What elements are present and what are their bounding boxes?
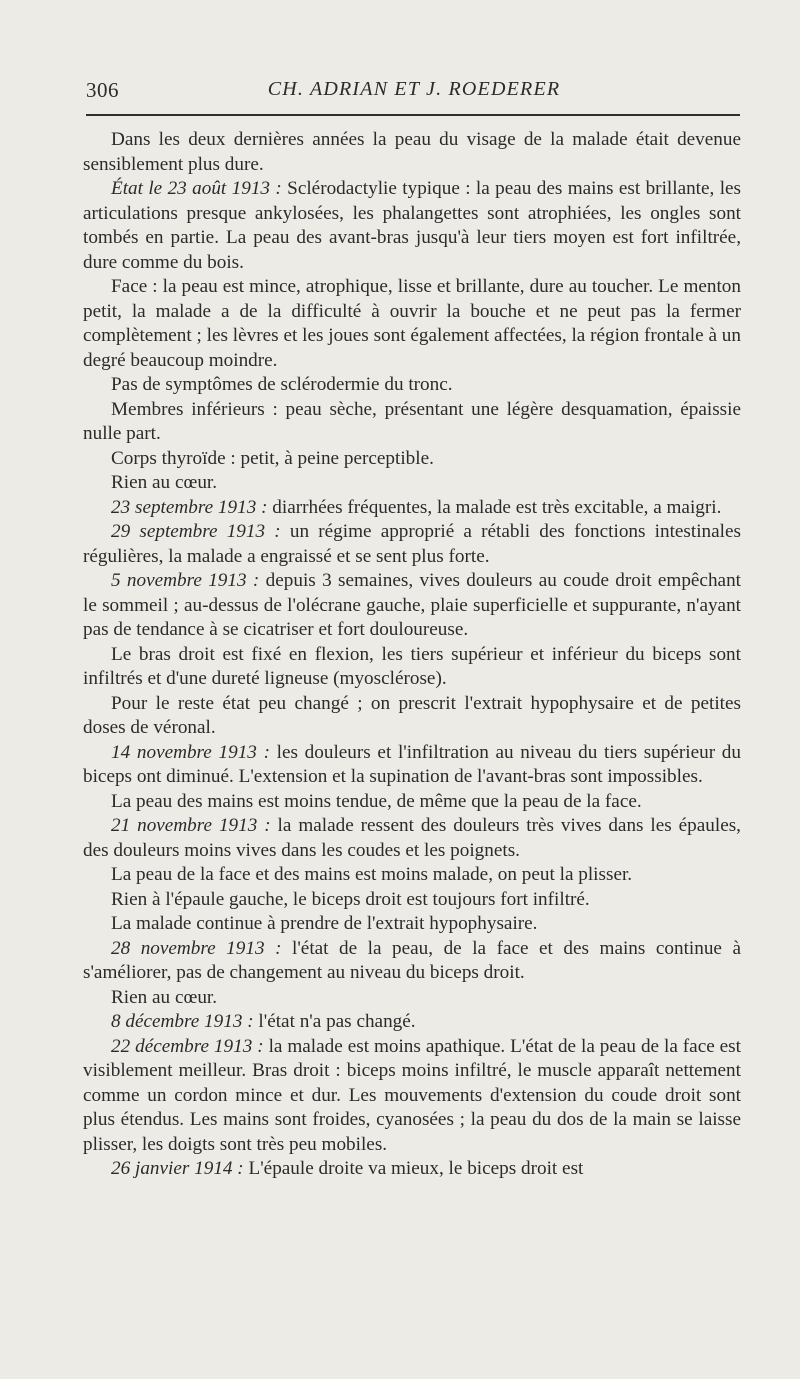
paragraph [83,888,741,913]
paragraph-text: Rien au cœur. [111,472,218,493]
paragraph [83,986,741,1011]
paragraph-text: Corps thyroïde : petit, à peine perceptible. [111,447,434,469]
entry-date: 28 novembre 1913 : [111,937,282,959]
paragraph [83,177,741,275]
paragraph [83,496,741,521]
paragraph [83,937,741,986]
paragraph [83,520,741,569]
paragraph [83,1010,741,1035]
entry-date: 14 novembre 1913 : [111,741,270,763]
paragraph-text: La peau de la face et des mains est moins malade, on peut la plisser. [111,864,633,885]
paragraph [83,569,741,643]
entry-date: 5 novembre 1913 : [111,570,260,591]
paragraph-text: Face : la peau est mince, atrophique, lisse et brillante, dure au toucher. Le menton petit, la malade a de la difficulté à ouvrir la bouche et ne peut pas la fermer complètement ; les lèvres et les joues sont également affectées, la région frontale à un degré beaucoup moindre. [83,276,741,371]
paragraph [83,692,741,741]
body-text [83,128,741,1182]
page-number: 306 [86,78,119,102]
paragraph-text: Rien au cœur. [111,986,218,1008]
entry-date: 8 décembre 1913 : [111,1011,254,1032]
paragraph [83,643,741,692]
paragraph-text: L'épaule droite va mieux, le biceps droit est [243,1158,584,1179]
paragraph [83,471,741,496]
paragraph-text: Rien à l'épaule gauche, le biceps droit est toujours fort infiltré. [111,888,590,910]
paragraph-text: Pas de symptômes de sclérodermie du tronc. [111,374,453,395]
paragraph-text: les douleurs et l'infiltration au niveau du tiers supérieur du biceps ont diminué. L'extension et la supination de l'avant-bras sont impossibles. [83,741,741,787]
paragraph [83,790,741,815]
entry-date: 22 décembre 1913 : [111,1035,264,1057]
paragraph-text: Pour le reste état peu changé ; on prescrit l'extrait hypophysaire et de petites doses de véronal. [83,692,741,738]
paragraph-text: Sclérodactylie typique : la peau des mains est brillante, les articulations presque ankylosées, les phalangettes sont atrophiées, les ongles sont tombés en partie. La peau des avant-bras jusqu'à leur tiers moyen est fort infiltrée, dure comme du bois. [83,178,742,273]
entry-date: 21 novembre 1913 : [111,815,271,836]
page-header [86,78,742,108]
paragraph [83,275,741,373]
paragraph-text: l'état n'a pas changé. [253,1011,416,1032]
paragraph-text: la malade ressent des douleurs très vives dans les épaules, des douleurs moins vives dans les coudes et les poignets. [83,815,741,861]
paragraph-text: un régime approprié a rétabli des fonctions intestinales régulières, la malade a engraissé et se sent plus forte. [83,521,741,567]
paragraph [83,398,741,447]
paragraph [83,814,741,863]
paragraph [83,1157,741,1182]
paragraph [83,741,741,790]
entry-date: État le 23 août 1913 : [111,178,282,199]
entry-date: 23 septembre 1913 : [111,496,268,518]
paragraph-text: la malade est moins apathique. L'état de la peau de la face est visiblement meilleur. Bras droit : biceps moins infiltré, le muscle apparaît nettement comme un cordon mince et dur. Les mouvements d'extension du coude droit sont plus étendus. Les mains sont froides, cyanosées ; la peau du dos de la main se laisse plisser, les doigts sont très peu mobiles. [83,1035,741,1155]
paragraph-text: Membres inférieurs : peau sèche, présentant une légère desquamation, épaissie nulle part. [83,398,741,444]
paragraph-text: depuis 3 semaines, vives douleurs au coude droit empêchant le sommeil ; au-dessus de l'olécrane gauche, plaie superficielle et suppurante, n'ayant pas de tendance à se cicatriser et fort douloureuse. [83,570,741,640]
paragraph-text: Le bras droit est fixé en flexion, les tiers supérieur et inférieur du biceps sont infiltrés et d'une dureté ligneuse (myosclérose). [83,643,741,689]
entry-date: 29 septembre 1913 : [111,521,281,542]
paragraph [83,1035,741,1158]
paragraph [83,912,741,937]
paragraph [83,373,741,398]
paragraph-text: La peau des mains est moins tendue, de même que la peau de la face. [111,790,642,812]
paragraph [83,863,741,888]
paragraph [83,447,741,472]
paragraph [83,128,741,177]
header-rule [86,114,740,116]
paragraph-text: Dans les deux dernières années la peau du visage de la malade était devenue sensiblement plus dure. [83,129,741,175]
running-head: CH. ADRIAN ET J. ROEDERER [267,78,561,100]
paragraph-text: La malade continue à prendre de l'extrait hypophysaire. [111,913,538,934]
entry-date: 26 janvier 1914 : [111,1158,244,1179]
paragraph-text: diarrhées fréquentes, la malade est très excitable, a maigri. [267,496,722,518]
paragraph-text: l'état de la peau, de la face et des mains continue à s'améliorer, pas de changement au niveau du biceps droit. [83,937,741,983]
